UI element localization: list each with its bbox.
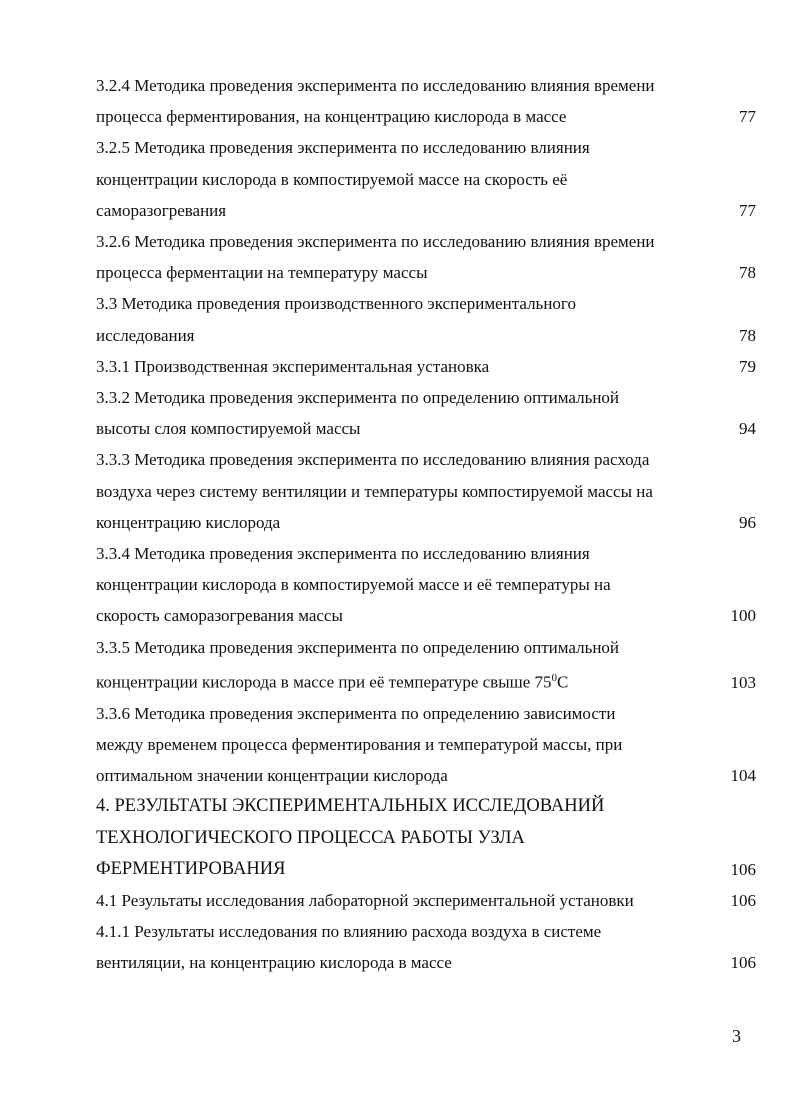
- toc-entry-line: исследования: [96, 325, 195, 345]
- toc-page-number: 96: [739, 512, 756, 532]
- toc-page-number: 100: [730, 606, 756, 626]
- toc-entry-line-text: С: [557, 672, 569, 692]
- toc-entry-title: [96, 632, 714, 698]
- toc-entry-line: концентрации кислорода в компостируемой массе и её температуры на: [96, 575, 611, 595]
- toc-entry-line: 3.3.2 Методика проведения эксперимента по определению оптимальной: [96, 388, 620, 408]
- toc-entry: [96, 916, 760, 978]
- toc-page-number: 106: [730, 953, 756, 973]
- toc-entry-line: 3.3.1 Производственная экспериментальная установка: [96, 356, 490, 376]
- toc-entry-title: [96, 382, 714, 444]
- toc-entry-title: [96, 70, 714, 132]
- toc-entry: [96, 538, 760, 632]
- toc-entry: [96, 444, 760, 538]
- toc-entry-line: 3.2.6 Методика проведения эксперимента по исследованию влияния времени: [96, 232, 655, 252]
- page-number: 3: [732, 1026, 741, 1046]
- toc-entry-line: скорость саморазогревания массы: [96, 606, 343, 626]
- toc-entry: [96, 288, 760, 350]
- toc-entry-line: воздуха через систему вентиляции и температуры компостируемой массы на: [96, 481, 653, 501]
- toc-page-number: 77: [739, 107, 756, 127]
- toc-page-number: 103: [730, 672, 756, 692]
- toc-entry-line: 3.2.4 Методика проведения эксперимента по исследованию влияния времени: [96, 76, 655, 95]
- toc-entry-line: 4.1.1 Результаты исследования по влиянию расхода воздуха в системе: [96, 922, 602, 942]
- toc-entry-line: 3.3.3 Методика проведения эксперимента по исследованию влияния расхода: [96, 450, 650, 470]
- toc-entry-title: [96, 226, 714, 288]
- toc-entry-title: [96, 791, 714, 885]
- toc-chapter-entry: [96, 791, 760, 885]
- toc-entry-title: [96, 885, 714, 916]
- toc-entry: [96, 70, 760, 132]
- toc-entry: [96, 632, 760, 698]
- toc-page-number: 106: [730, 890, 756, 910]
- toc-entry-line: концентрацию кислорода: [96, 512, 281, 532]
- toc-page-number: 94: [739, 419, 756, 439]
- toc-page-number: 78: [739, 325, 756, 345]
- toc-entry-line: ТЕХНОЛОГИЧЕСКОГО ПРОЦЕССА РАБОТЫ УЗЛА: [96, 827, 525, 848]
- degree-superscript: 0: [551, 671, 558, 684]
- toc-entry-line: 4. РЕЗУЛЬТАТЫ ЭКСПЕРИМЕНТАЛЬНЫХ ИССЛЕДОВАНИЙ: [96, 796, 605, 817]
- toc-entry: [96, 351, 760, 382]
- toc-entry-line: [96, 663, 704, 698]
- toc-entry-line: процесса ферментации на температуру массы: [96, 263, 428, 283]
- table-of-contents: [96, 70, 760, 979]
- toc-entry: [96, 226, 760, 288]
- toc-entry-line: 3.3.4 Методика проведения эксперимента по исследованию влияния: [96, 544, 590, 564]
- toc-page-number: 77: [739, 200, 756, 220]
- toc-page-number: 104: [730, 766, 756, 786]
- toc-entry-title: [96, 538, 714, 632]
- toc-entry-line: 3.3 Методика проведения производственного экспериментального: [96, 294, 576, 314]
- toc-page-number: 78: [739, 263, 756, 283]
- toc-entry-title: [96, 698, 714, 792]
- toc-entry-line: 3.2.5 Методика проведения эксперимента по исследованию влияния: [96, 138, 590, 158]
- toc-entry-line: вентиляции, на концентрацию кислорода в массе: [96, 953, 452, 973]
- toc-entry-line: между временем процесса ферментирования и температурой массы, при: [96, 734, 623, 754]
- toc-entry-line: оптимальном значении концентрации кислорода: [96, 766, 448, 786]
- toc-entry: [96, 885, 760, 916]
- toc-entry-title: [96, 288, 714, 350]
- toc-entry: [96, 698, 760, 792]
- toc-entry-title: [96, 916, 714, 978]
- toc-entry: [96, 132, 760, 226]
- toc-entry-line: высоты слоя компостируемой массы: [96, 419, 361, 439]
- toc-entry-line-text: концентрации кислорода в массе при её температуре свыше 75: [96, 672, 552, 692]
- toc-entry-title: [96, 132, 714, 226]
- toc-page-number: 79: [739, 356, 756, 376]
- toc-entry-line: концентрации кислорода в компостируемой массе на скорость её: [96, 169, 568, 189]
- toc-entry-line: саморазогревания: [96, 200, 227, 220]
- toc-entry-line: 3.3.6 Методика проведения эксперимента по определению зависимости: [96, 703, 616, 723]
- toc-entry-line: ФЕРМЕНТИРОВАНИЯ: [96, 858, 286, 879]
- toc-entry-line: процесса ферментирования, на концентрацию кислорода в массе: [96, 107, 567, 127]
- toc-entry-title: [96, 351, 714, 382]
- toc-entry-line: 4.1 Результаты исследования лабораторной экспериментальной установки: [96, 890, 634, 910]
- toc-entry: [96, 382, 760, 444]
- toc-entry-line: 3.3.5 Методика проведения эксперимента по определению оптимальной: [96, 637, 620, 657]
- toc-page-number: 106: [730, 859, 756, 879]
- toc-entry-title: [96, 444, 714, 538]
